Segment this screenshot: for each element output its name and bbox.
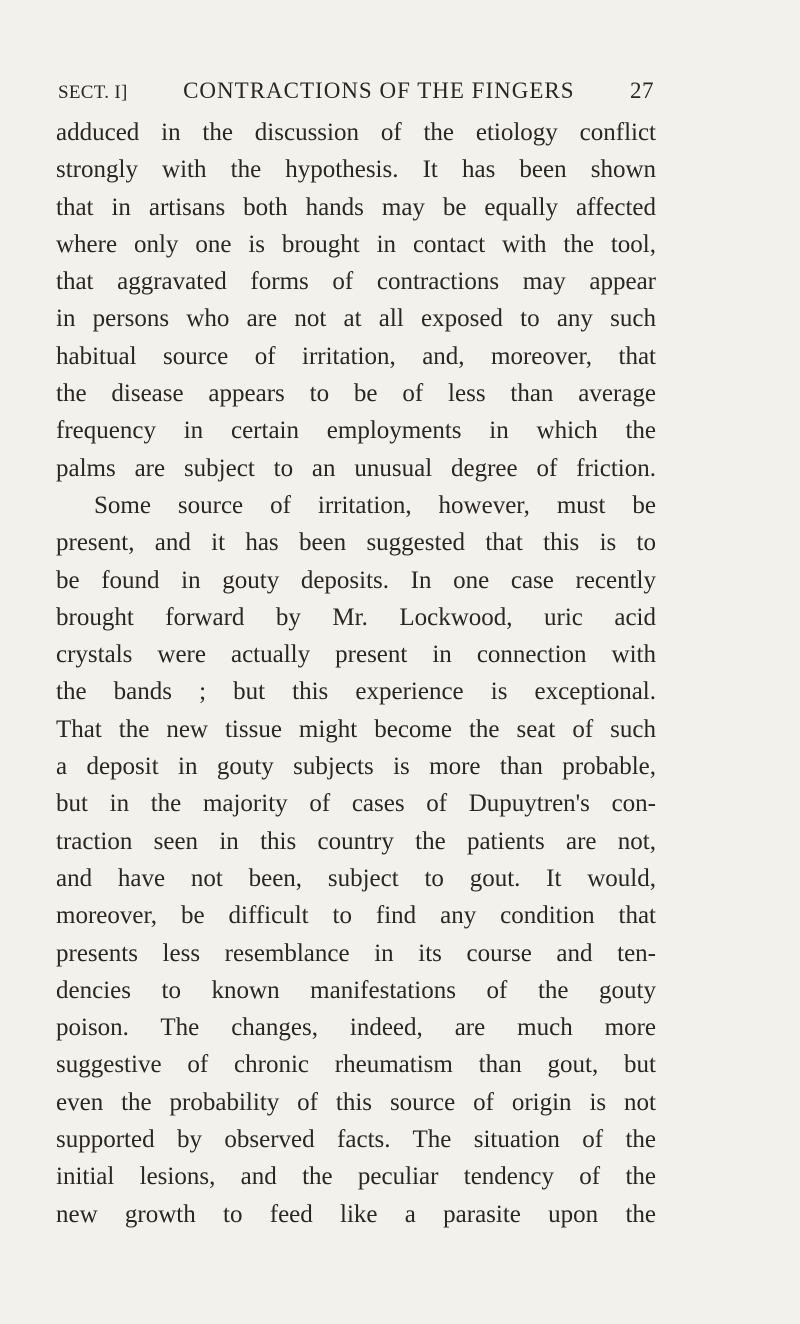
text-line: a deposit in gouty subjects is more than probable, bbox=[56, 753, 656, 781]
text-line: Some source of irritation, however, must be bbox=[94, 491, 656, 519]
text-line: the bands ; but this experience is exceptional. bbox=[56, 678, 656, 706]
text-line: crystals were actually present in connection with bbox=[56, 641, 656, 669]
text-line: that in artisans both hands may be equally affected bbox=[56, 193, 656, 221]
text-line: strongly with the hypothesis. It has been shown bbox=[56, 156, 656, 184]
running-head bbox=[58, 78, 654, 108]
text-line: supported by observed facts. The situation of the bbox=[56, 1126, 656, 1154]
chapter-title: CONTRACTIONS OF THE FINGERS bbox=[183, 78, 575, 103]
text-line: that aggravated forms of contractions may appear bbox=[56, 268, 656, 296]
text-line: brought forward by Mr. Lockwood, uric acid bbox=[56, 603, 656, 631]
text-line: traction seen in this country the patients are not, bbox=[56, 827, 656, 855]
text-line: suggestive of chronic rheumatism than gout, but bbox=[56, 1051, 656, 1079]
text-line: initial lesions, and the peculiar tendency of the bbox=[56, 1163, 656, 1191]
text-line: and have not been, subject to gout. It would, bbox=[56, 864, 656, 892]
text-line: poison. The changes, indeed, are much more bbox=[56, 1014, 656, 1042]
text-line: where only one is brought in contact with the tool, bbox=[56, 230, 656, 258]
page-number: 27 bbox=[630, 78, 654, 103]
text-line: palms are subject to an unusual degree of friction. bbox=[56, 454, 656, 482]
text-line: new growth to feed like a parasite upon the bbox=[56, 1200, 656, 1228]
text-line: present, and it has been suggested that this is to bbox=[56, 529, 656, 557]
text-line: frequency in certain employments in which the bbox=[56, 417, 656, 445]
text-line: in persons who are not at all exposed to any such bbox=[56, 305, 656, 333]
body-text bbox=[56, 114, 656, 1233]
text-line: habitual source of irritation, and, moreover, that bbox=[56, 342, 656, 370]
text-line: but in the majority of cases of Dupuytren's con- bbox=[56, 790, 656, 818]
text-line: adduced in the discussion of the etiology conflict bbox=[56, 119, 656, 146]
section-label: SECT. I] bbox=[58, 82, 128, 103]
text-line: the disease appears to be of less than average bbox=[56, 380, 656, 408]
text-line: That the new tissue might become the seat of such bbox=[56, 715, 656, 743]
text-line: presents less resemblance in its course and ten- bbox=[56, 939, 656, 967]
text-line: moreover, be difficult to find any condition that bbox=[56, 902, 656, 930]
text-line: even the probability of this source of origin is not bbox=[56, 1088, 656, 1116]
text-line: dencies to known manifestations of the gouty bbox=[56, 976, 656, 1004]
text-line: be found in gouty deposits. In one case recently bbox=[56, 566, 656, 594]
